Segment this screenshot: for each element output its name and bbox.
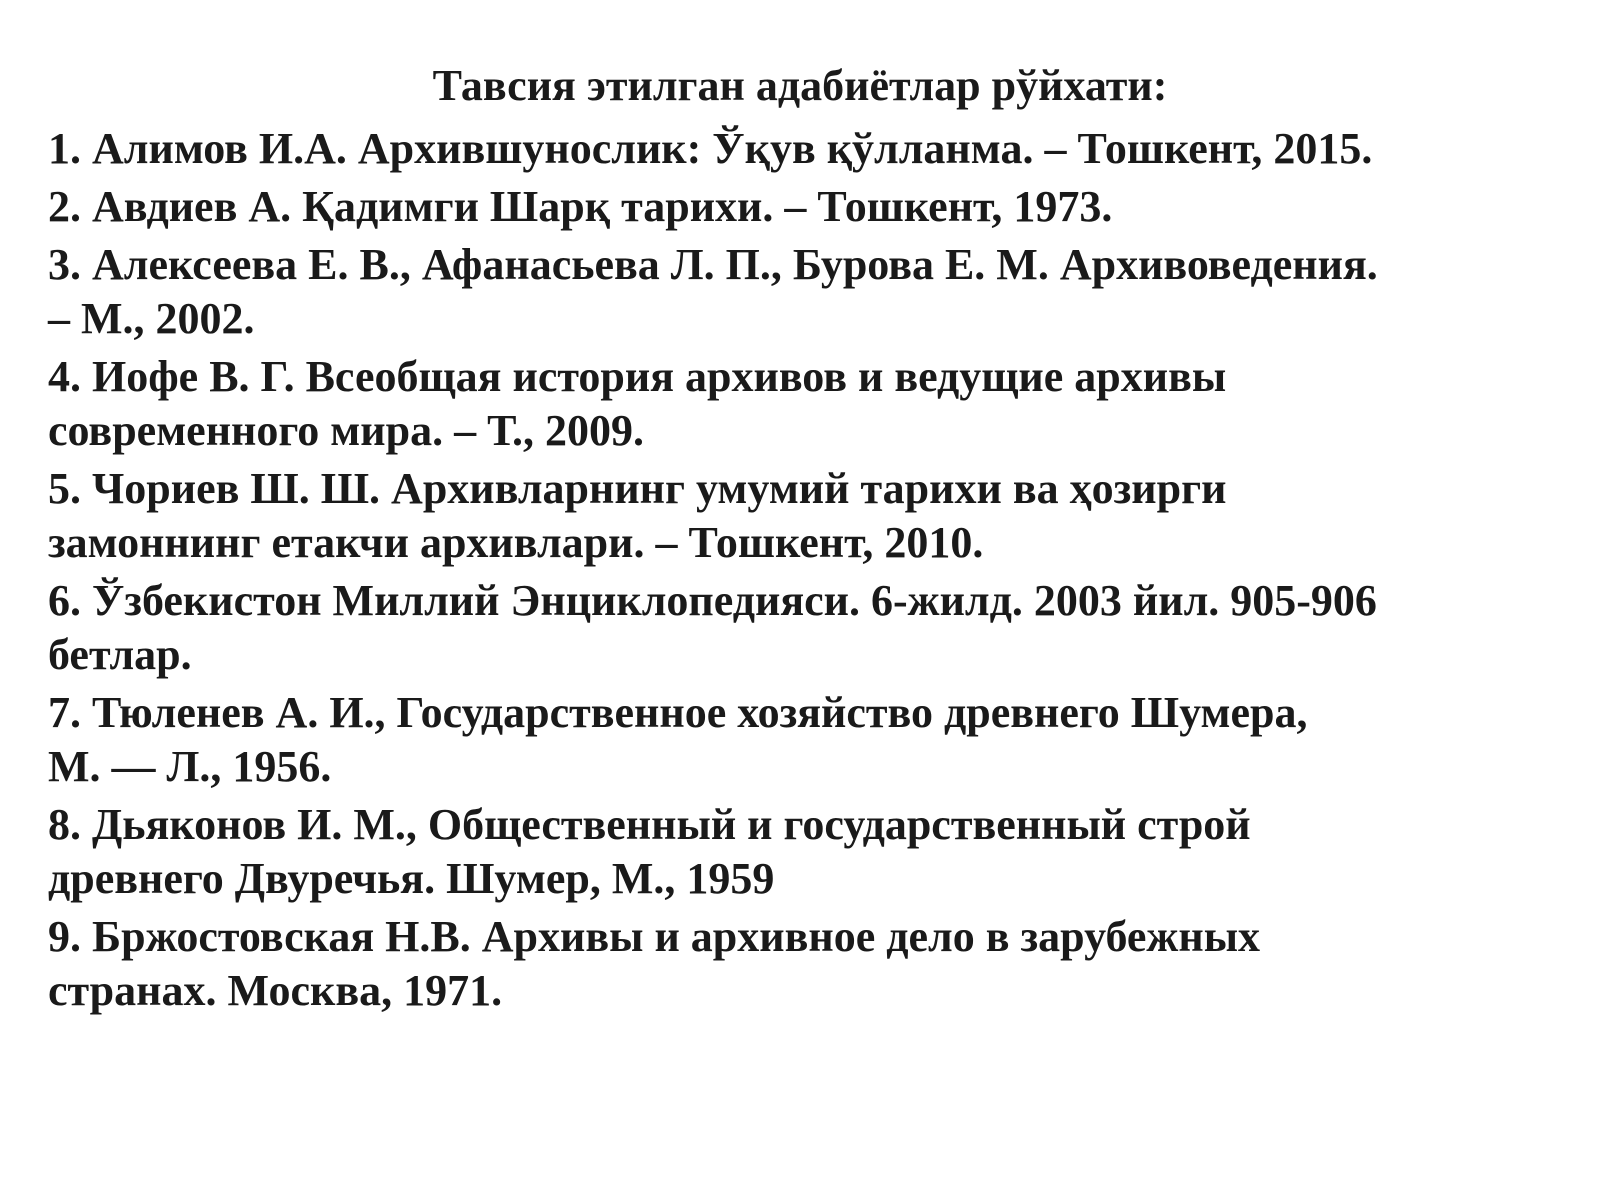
list-item-line: 4. Иофе В. Г. Всеобщая история архивов и ведущие архивы [48, 352, 1227, 401]
list-item-line: замоннинг етакчи архивлари. – Тошкент, 2010. [48, 518, 984, 567]
page-title: Тавсия этилган адабиётлар рўйхати: [432, 61, 1168, 110]
list-item-line: М. — Л., 1956. [48, 742, 332, 791]
list-item-line: бетлар. [48, 630, 192, 679]
list-item-line: 9. Бржостовская Н.В. Архивы и архивное дело в зарубежных [48, 912, 1261, 961]
list-item-line: странах. Москва, 1971. [48, 966, 503, 1015]
list-item-line: 6. Ўзбекистон Миллий Энциклопедияси. 6-жилд. 2003 йил. 905-906 [48, 576, 1377, 625]
list-item [48, 462, 1568, 570]
list-item-line: современного мира. – Т., 2009. [48, 406, 645, 455]
list-item-line: 2. Авдиев А. Қадимги Шарқ тарихи. – Тошкент, 1973. [48, 182, 1113, 231]
list-item [48, 350, 1568, 458]
list-item-line: 5. Чориев Ш. Ш. Архивларнинг умумий тарихи ва ҳозирги [48, 464, 1227, 513]
list-item-line: 3. Алексеева Е. В., Афанасьева Л. П., Бурова Е. М. Архивоведения. [48, 240, 1378, 289]
list-item-line: 1. Алимов И.А. Архившунослик: Ўқув қўлланма. – Тошкент, 2015. [48, 124, 1373, 173]
list-item-line: древнего Двуречья. Шумер, М., 1959 [48, 854, 775, 903]
list-item [48, 238, 1568, 346]
list-item [48, 910, 1568, 1018]
reference-list [48, 122, 1568, 1022]
list-item [48, 798, 1568, 906]
list-item [48, 122, 1568, 176]
list-item-line: 8. Дьяконов И. М., Общественный и государственный строй [48, 800, 1251, 849]
list-item [48, 686, 1568, 794]
list-item-line: – М., 2002. [48, 294, 255, 343]
list-item-line: 7. Тюленев А. И., Государственное хозяйство древнего Шумера, [48, 688, 1308, 737]
list-item [48, 574, 1568, 682]
list-item [48, 180, 1568, 234]
